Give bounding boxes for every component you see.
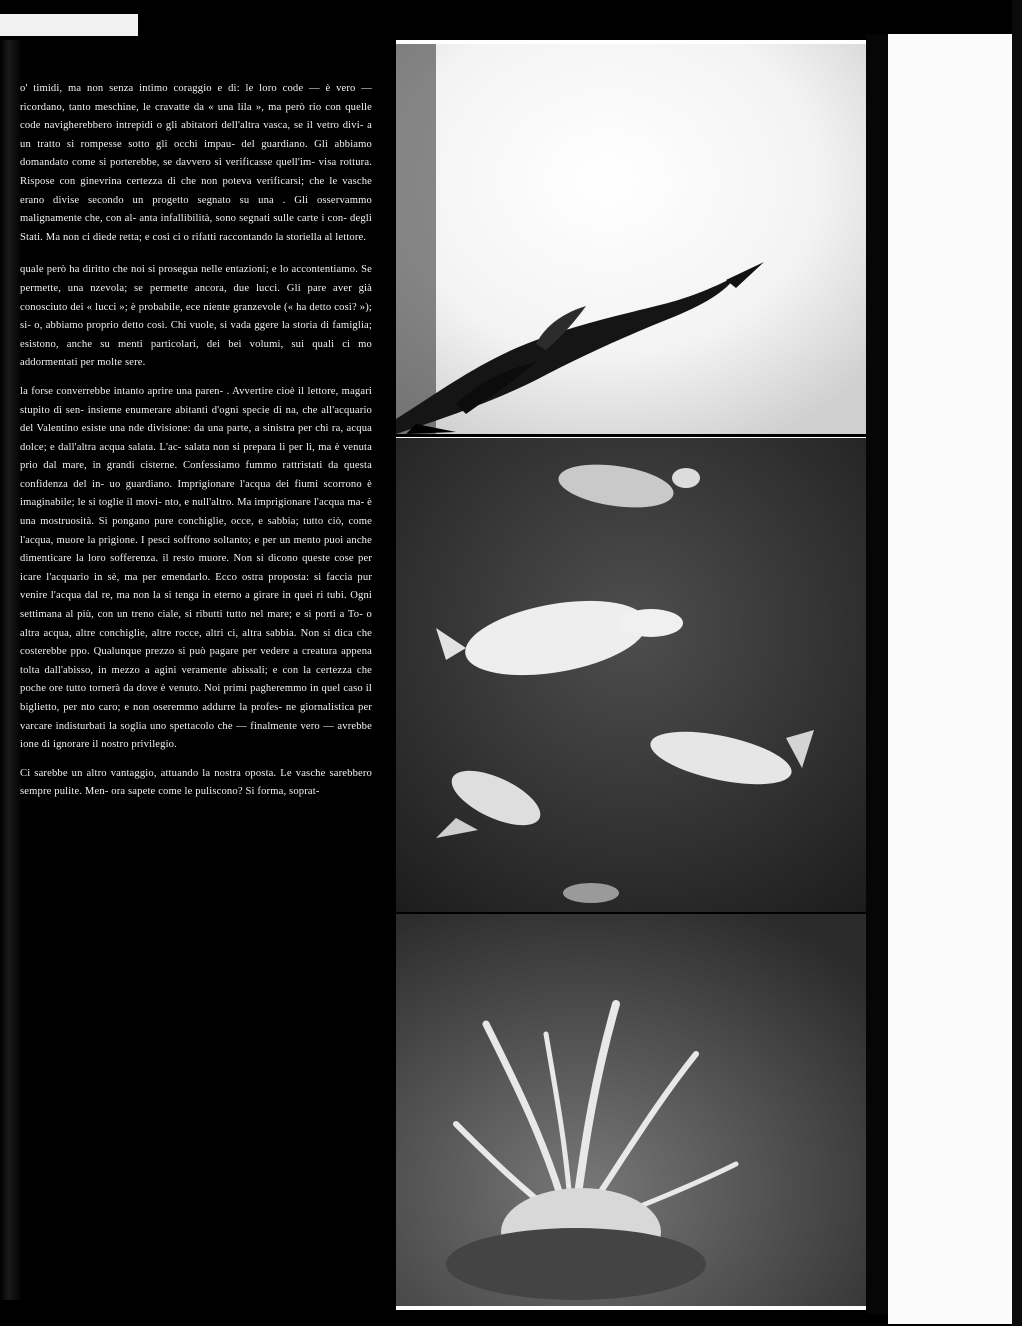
article-paragraph: quale però ha diritto che noi si prosegua nelle entazioni; e lo accontentiamo. Se permette, una nzevola; se permette ancora, due lucci. Gli pare aver già conosciuto dei « lucci »; è probabile, ece niente granzevole (« ha detto così? »); si- o, abbiamo proprio detto così. Chi vuole, si vada ggere la storia di famiglia; esistono, anche su menti particolari, dei bei volumi, sui quali ci mo addormentati per molte sere. [20, 264, 372, 369]
article-text-column [20, 80, 372, 812]
photo-panel [396, 40, 866, 1310]
photo-fish-school [396, 438, 866, 912]
adjacent-page-edge [888, 34, 1012, 1324]
photo-sea-anemone [396, 914, 866, 1306]
photo-divider [396, 434, 866, 437]
article-paragraph: o' timidi, ma non senza intimo coraggio e di: le loro code — è vero — ricordano, tanto meschine, le cravatte da « una lila », ma però rio con quelle code navigherebbero intrepidi o gli abitatori dell'altra vasca, se il vetro divi- a un tratto si rompesse sotto gli occhi impau- del guardiano. Gli abbiamo domandato come si porterebbe, se davvero si verificasse quell'im- visa rottura. Rispose con ginevrina certezza di che non poteva verificarsi; che le vasche erano divise secondo un progetto segnato su una . Gli osservammo malignamente che, con al- anta infallibilità, sono segnati sulle carte i con- degli Stati. Ma non ci diede retta; e così ci o rifatti raccontando la storiella al lettore. [20, 83, 372, 243]
page-gutter [866, 34, 888, 1314]
article-paragraph: la forse converrebbe intanto aprire una paren- . Avvertire cioè il lettore, magari stupito di sen- insieme enumerare abitanti d'ogni specie di na, che all'acquario del Valentino esiste una nde divisione: da una parte, a sinistra per chi ra, acqua dolce; e dall'altra acqua salata. L'ac- salata non si prepara lì per lì, ma è venuta prio dal mare, in grandi cisterne. Confessiamo fummo rattristati da questa confidenza del in- uo guardiano. Imprigionare l'acqua dei fiumi scorrono è imaginabile; le si toglie il movi- nto, e null'altro. Ma imprigionare l'acqua ma- è una mostruosità. Si pongano pure conchiglie, occe, e sabbia; tutto ciò, come l'acqua, muore la prigione. I pesci soffrono soltanto; e per un mento puoi anche dimenticare la loro sofferenza. il resto muore. Non si dicono queste cose per icare l'acquario in sè, ma per emendarlo. Ecco ostra proposta: si faccia pur venire l'acqua dal re, ma non la si tenga in eterno a girare in quei ri tubi. Ogni settimana al più, con un treno ciale, si ributti tutto nel mare; e si porti a To- o altra acqua, altre conchiglie, altre rocce, altri ci, altra sabbia. Non si dica che costerebbe ppo. Qualunque prezzo si può pagare per vedere a creatura appena tolta dall'abisso, in mezzo a agini veramente abissali; e con la certezza che poche ore tutto tornerà da dove è venuto. Noi primi pagheremmo in quel caso il biglietto, per nto caro; e non oseremmo addurre la profes- ne giornalistica per varcare indisturbati la soglia uno spettacolo che — finalmente vero — avrebbe ione di ignorare il nostro privilegio. [20, 385, 372, 751]
article-paragraph: Ci sarebbe un altro vantaggio, attuando la nostra oposta. Le vasche sarebbero sempre pulite. Men- ora sapete come le puliscono? Si forma, soprat- [20, 767, 372, 798]
page-binding-strip [0, 40, 22, 1300]
photo-fish-eel [396, 44, 866, 434]
page-edge [1012, 0, 1022, 1326]
page-tab-label [0, 14, 138, 36]
